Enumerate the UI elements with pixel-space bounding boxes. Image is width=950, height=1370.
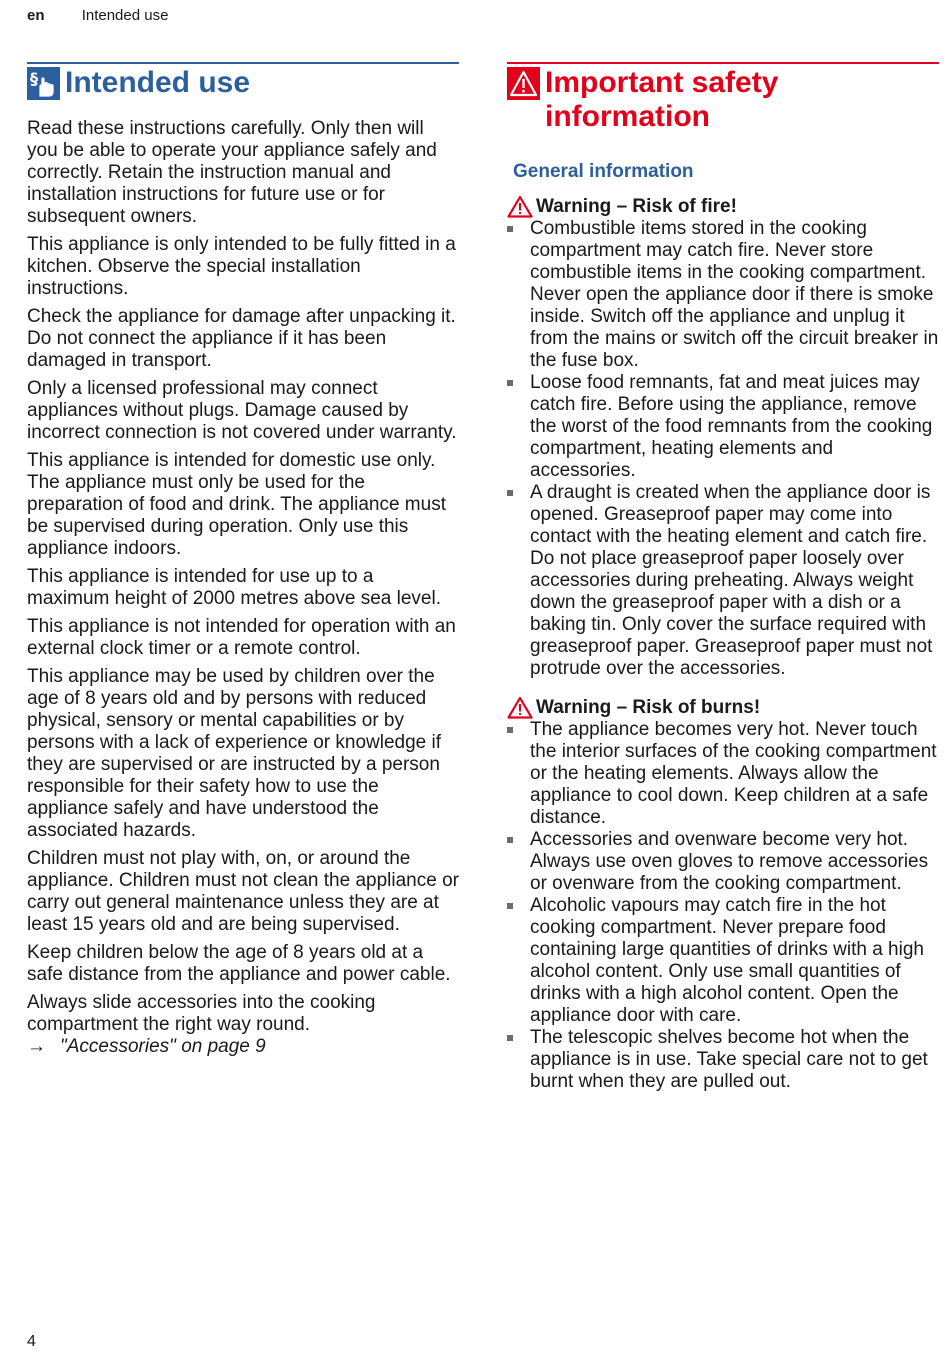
list-item-text: A draught is created when the appliance door is opened. Greaseproof paper may come into contact with the heating element and catch fire. Do not place greaseproof paper loosely over accessories during preheating. Always weight down the greaseproof paper with a dish or a baking tin. Only cover the surface required with greaseproof paper. Greaseproof paper must not protrude over the accessories. (530, 482, 933, 679)
bullet-square-icon (507, 837, 513, 843)
cross-reference-link[interactable]: "Accessories" on page 9 (60, 1036, 266, 1057)
running-header-title: Intended use (81, 7, 169, 24)
intended-use-body (27, 118, 459, 1058)
bullet-square-icon (507, 380, 513, 386)
bullet-square-icon (507, 727, 513, 733)
title-rule (507, 62, 939, 64)
bullet-square-icon (507, 903, 513, 909)
list-item (507, 218, 943, 372)
paragraph: This appliance is not intended for operation with an external clock timer or a remote control. (27, 616, 456, 659)
list-item-text: Accessories and ovenware become very hot. Always use oven gloves to remove accessories or ovenware from the cooking compartment. (530, 829, 929, 894)
warning-burns-list (507, 719, 939, 1093)
paragraph: Keep children below the age of 8 years old at a safe distance from the appliance and power cable. (27, 942, 451, 985)
safety-title: Important safety information (545, 66, 779, 133)
warning-triangle-icon (507, 195, 533, 218)
paragraph: This appliance is intended for domestic use only. The appliance must only be used for the preparation of food and drink. The appliance must be supervised during operation. Only use this appliance indoors. (27, 450, 446, 559)
list-item (507, 895, 943, 1027)
bullet-square-icon (507, 490, 513, 496)
warning-fire-list (507, 218, 939, 680)
safety-column (507, 62, 939, 1109)
intended-use-column (27, 62, 459, 1058)
page-number: 4 (27, 1333, 36, 1350)
paragraph: This appliance is intended for use up to a maximum height of 2000 metres above sea level. (27, 566, 441, 609)
title-rule (27, 62, 459, 64)
warning-triangle-icon (507, 696, 533, 719)
paragraph: This appliance may be used by children over the age of 8 years old and by persons with reduced physical, sensory or mental capabilities or by persons with a lack of experience or knowledge if they are supervised or are instructed by a person responsible for their safety how to use the appliance safely and have understood the associated hazards. (27, 666, 442, 841)
list-item (507, 719, 943, 829)
paragraph: This appliance is only intended to be fully fitted in a kitchen. Observe the special installation instructions. (27, 234, 456, 299)
section-hand-icon (27, 67, 60, 100)
list-item-text: The telescopic shelves become hot when the appliance is in use. Take special care not to get burnt when they are pulled out. (530, 1027, 928, 1092)
paragraph: Check the appliance for damage after unpacking it. Do not connect the appliance if it has been damaged in transport. (27, 306, 456, 371)
running-header (27, 7, 168, 24)
safety-title-row (507, 66, 939, 134)
svg-text:§: § (30, 69, 38, 88)
warning-fire-heading (507, 195, 939, 218)
list-item (507, 1027, 943, 1093)
intended-use-title: Intended use (65, 66, 251, 99)
list-item (507, 372, 943, 482)
language-code: en (27, 7, 45, 24)
list-item-text: The appliance becomes very hot. Never touch the interior surfaces of the cooking compartment or the heating elements. Always allow the appliance to cool down. Keep children at a safe distance. (530, 719, 937, 828)
paragraph: Children must not play with, on, or around the appliance. Children must not clean the appliance or carry out general maintenance unless they are at least 15 years old and are being supervised. (27, 848, 459, 935)
arrow-right-icon: → (27, 1036, 46, 1057)
list-item (507, 829, 943, 895)
warning-triangle-icon (507, 67, 540, 100)
intended-use-title-row (27, 66, 459, 100)
list-item (507, 482, 943, 680)
warning-burns-heading (507, 696, 939, 719)
list-item-text: Loose food remnants, fat and meat juices may catch fire. Before using the appliance, remove the worst of the food remnants from the cooking compartment, heating elements and accessories. (530, 372, 933, 481)
list-item-text: Combustible items stored in the cooking compartment may catch fire. Never store combustible items in the cooking compartment. Never open the appliance door if there is smoke inside. Switch off the appliance and unplug it from the mains or switch off the circuit breaker in the fuse box. (530, 218, 939, 371)
warning-fire-heading-text: Warning – Risk of fire! (536, 195, 737, 217)
paragraph: Read these instructions carefully. Only then will you be able to operate your appliance safely and correctly. Retain the instruction manual and installation instructions for future use or for subsequent owners. (27, 118, 437, 227)
bullet-square-icon (507, 226, 513, 232)
paragraph: Only a licensed professional may connect appliances without plugs. Damage caused by incorrect connection is not covered under warranty. (27, 378, 457, 443)
list-item-text: Alcoholic vapours may catch fire in the hot cooking compartment. Never prepare food containing large quantities of drinks with a high alcohol content. Only use small quantities of drinks with a high alcohol content. Open the appliance door with care. (530, 895, 924, 1026)
general-information-heading: General information (513, 161, 694, 182)
warning-burns-heading-text: Warning – Risk of burns! (536, 696, 761, 718)
paragraph: Always slide accessories into the cooking compartment the right way round. (27, 992, 376, 1035)
bullet-square-icon (507, 1035, 513, 1041)
cross-reference[interactable] (27, 1036, 459, 1058)
